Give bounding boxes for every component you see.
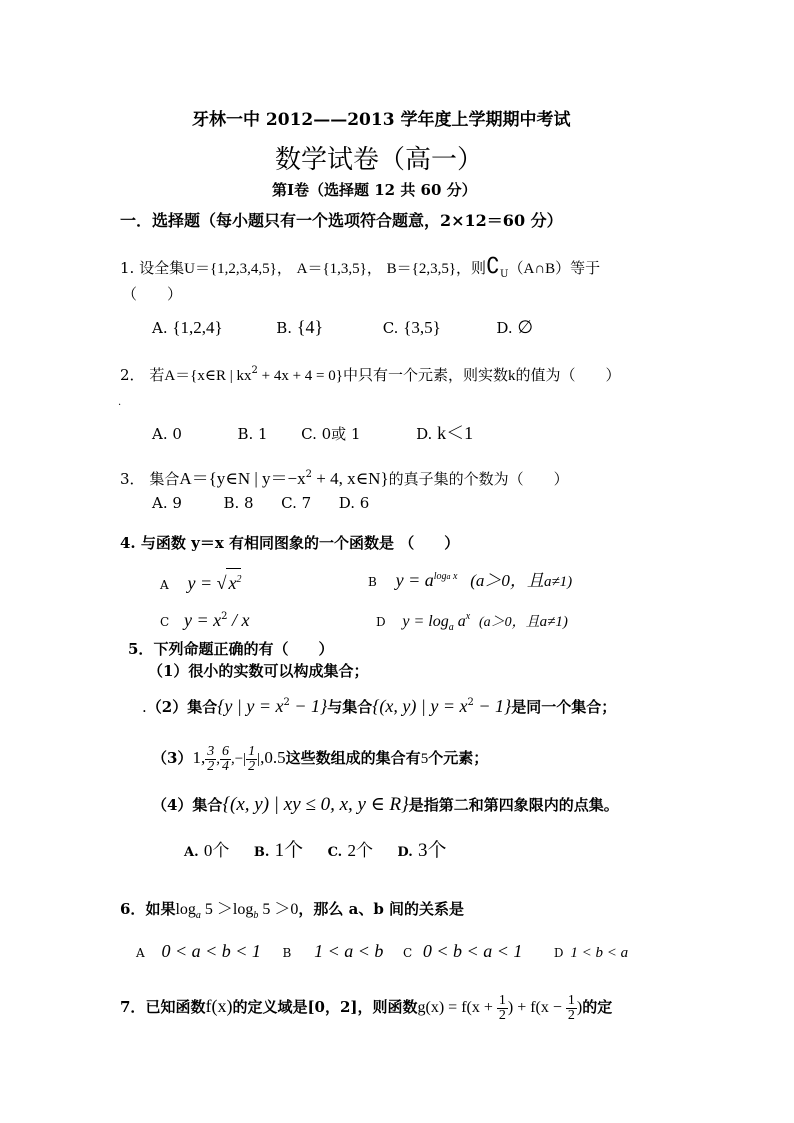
section-label: 第Ⅰ卷（选择题 12 共 60 分）: [272, 181, 477, 199]
option-label: D.: [496, 319, 513, 337]
school-title: 牙林一中 2012——2013 学年度上学期期中考试: [192, 110, 571, 130]
complement-symbol: ∁: [486, 254, 501, 279]
question-5: 5．下列命题正确的有（ ）: [128, 640, 334, 658]
q5-proposition-3: （3）1, $\frac{3}{2}$ , $\frac{6}{4}$ ,−| $\frac{1}{2}$ |,0.5这些数组成的集合有5个元素；: [152, 743, 489, 774]
question-3: 3． 集合A＝{y∈N | $y=-x^2 + 4$, x∈N}的真子集的个数为（ ）: [120, 469, 569, 488]
question-4: 4. 与函数 y＝x 有相同图象的一个函数是 （ ）: [120, 534, 460, 552]
question-7: 7．已知函数f(x)的定义域是[0，2]，则函数g(x) = f(x + $\frac{1}{2}$ ) + f(x − $\frac{1}{2}$ )的定: [120, 992, 613, 1023]
answer-paren: （ ）: [122, 285, 183, 303]
option-label: B.: [276, 319, 293, 337]
q3-options: A. 9 B. 8 C. 7 D. 6: [152, 494, 370, 512]
q5-proposition-1: （1）很小的实数可以构成集合；: [148, 662, 369, 680]
part1-heading: 一．选择题（每小题只有一个选项符合题意，2×12＝60 分）: [120, 211, 563, 230]
q4-option-b: B $y = a^{loga x}$ (a＞0，且a≠1): [368, 570, 573, 590]
question-6: 6．如果$\log_a 5 >\log_b$ 5 ＞0，那么 a、b 间的关系是: [120, 900, 465, 921]
exam-title: 数学试卷（高一）: [275, 145, 484, 175]
q6-options: A 0 < a < b < 1 B 1 < a < b C 0 < b < a < 1 D 1 < b < a: [136, 941, 629, 961]
question-2: 2． 若A＝{x∈R | $kx^2 + 4x + 4 = 0$}中只有一个元素，则实数k的值为（ ）: [120, 365, 621, 384]
q4-option-a: A y = √ $x^2$: [160, 568, 241, 596]
q4-option-c: C $y = x^2 / x$: [160, 610, 250, 630]
q5-options: A. 0个 B. 1个 C. 2个 D. 3个: [184, 840, 447, 861]
q5-proposition-2: .（2）集合{y | $y = x^2 - 1$}与集合{(x, y) | $y = x^2 - 1$}是同一个集合；: [142, 696, 617, 716]
q4-option-d: D $y = \log_a a^x$ (a＞0，且a≠1): [376, 611, 568, 633]
q5-proposition-4: （4）集合{(x, y) | xy ≤ 0, x, y ∈ R}是指第二和第四象限内的点集。: [152, 794, 619, 815]
q2-options: A. 0 B. 1 C. 0或 1 D. k＜1: [152, 423, 474, 443]
option-label: A.: [152, 319, 168, 337]
q1-options: A. {1,2,4} B. {4} C. {3,5} D. ∅: [152, 317, 534, 337]
option-label: C.: [382, 319, 399, 337]
question-1: 1. 设全集U＝{1,2,3,4,5}， A＝{1,3,5}， B＝{2,3,5}，则$∁_U(A\cap B)$等于: [120, 254, 601, 280]
